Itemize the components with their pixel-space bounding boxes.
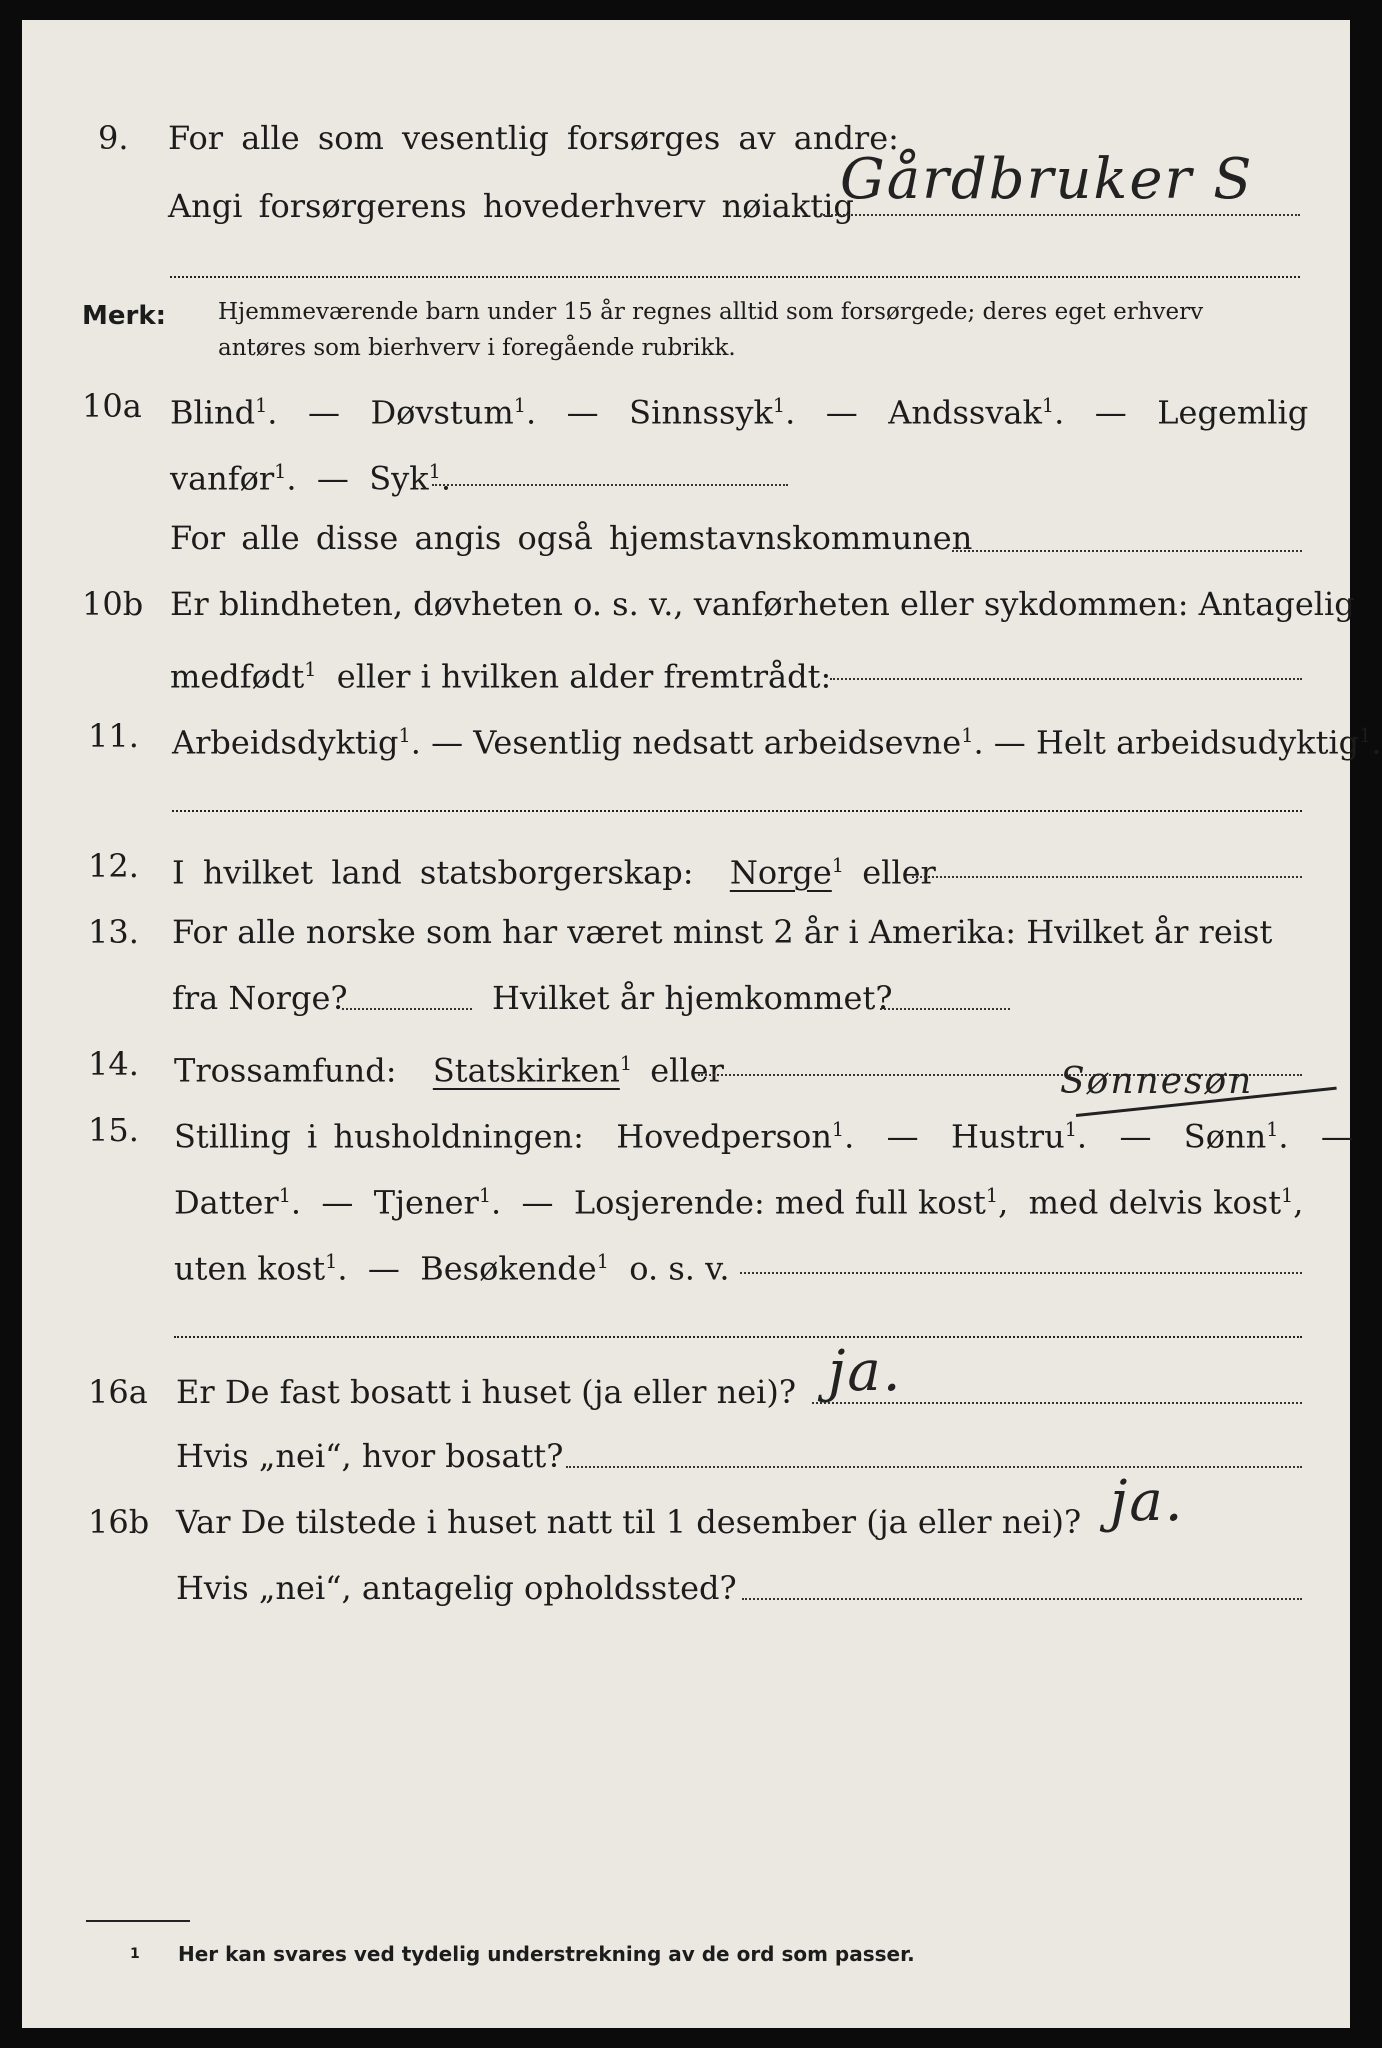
q9-answer-line [820, 214, 1300, 216]
q11-number: 11. [88, 717, 139, 755]
q15-line1: Stilling i husholdningen: Hovedperson$^1$. — Hustru$^1$. — Sønn$^1$. — [174, 1117, 1353, 1156]
q16b-handwritten-answer: ja. [1110, 1469, 1185, 1534]
option-udyktig: Helt arbeidsudyktig [1035, 723, 1360, 762]
q13-reist-line [342, 1008, 472, 1010]
footnote-mark: 1 [130, 1946, 140, 1962]
q16a-line1: Er De fast bosatt i huset (ja eller nei)? [176, 1373, 797, 1411]
option-andssvak: Andssvak [888, 393, 1042, 432]
q15-line2: Datter$^1$. — Tjener$^1$. — Losjerende: med full kost$^1$, med delvis kost$^1$, [174, 1183, 1304, 1222]
option-uten-kost: uten kost [174, 1249, 326, 1288]
q15-line-fill [740, 1272, 1302, 1274]
q9-line2: Angi forsørgerens hovederhverv nøiaktig [168, 187, 854, 225]
option-besokende: Besøkende [420, 1249, 597, 1288]
merk-label: Merk: [82, 301, 167, 331]
q9-extra-line [170, 276, 1300, 278]
q12-number: 12. [88, 847, 139, 885]
q10b-alder-line [830, 678, 1302, 680]
q14-line: Trossamfund: Statskirken$^1$ eller [174, 1051, 724, 1090]
q16b-opholdssted-line [742, 1598, 1302, 1600]
option-arbeidsdyktig: Arbeidsdyktig [172, 723, 399, 762]
option-hovedperson: Hovedperson [616, 1117, 832, 1156]
q13-reist: fra Norge? [172, 979, 348, 1017]
q10a-line1: Blind$^1$. — Døvstum$^1$. — Sinnssyk$^1$. — Andssvak$^1$. — Legemlig [170, 393, 1309, 432]
option-medfodt: medfødt [170, 657, 305, 696]
q10a-line3: For alle disse angis også hjemstavnskommunen [170, 519, 973, 557]
q15-line3: uten kost$^1$. — Besøkende$^1$ o. s. v. [174, 1249, 730, 1288]
q14-number: 14. [88, 1045, 139, 1083]
merk-line2: antøres som bierhverv i foregående rubrikk. [218, 335, 736, 361]
q11-extra-line [172, 810, 1302, 812]
q10a-number: 10a [82, 387, 142, 425]
q16b-number: 16b [88, 1503, 150, 1541]
option-dovstum: Døvstum [370, 393, 514, 432]
q9-number: 9. [98, 119, 129, 157]
option-sinnssyk: Sinnssyk [629, 393, 773, 432]
q16a-bosatt-line [566, 1466, 1302, 1468]
q10a-line2: vanfør$^1$. — Syk$^1$. [170, 459, 452, 498]
q15-extra-line [174, 1336, 1302, 1338]
q16a-line2: Hvis „nei“, hvor bosatt? [176, 1437, 564, 1475]
option-tjener: Tjener [373, 1183, 479, 1222]
q16b-line1: Var De tilstede i huset natt til 1 desember (ja eller nei)? [176, 1503, 1082, 1541]
option-hustru: Hustru [951, 1117, 1065, 1156]
footnote-text: Her kan svares ved tydelig understrekning av de ord som passer. [178, 1942, 915, 1966]
q10a-kommune-line [952, 550, 1302, 552]
q10b-line1: Er blindheten, døvheten o. s. v., vanførheten eller sykdommen: Antagelig [170, 585, 1355, 623]
merk-line1: Hjemmeværende barn under 15 år regnes alltid som forsørgede; deres eget erhverv [218, 299, 1204, 325]
q9-handwritten-answer: Gårdbruker S [840, 147, 1254, 212]
option-statskirken: Statskirken [432, 1051, 620, 1090]
q16b-line2: Hvis „nei“, antagelig opholdssted? [176, 1569, 737, 1607]
option-legemlig: Legemlig [1157, 393, 1309, 432]
q13-hjemkommet: Hvilket år hjemkommet? [492, 979, 893, 1017]
footnote-rule [86, 1920, 190, 1922]
option-sonn: Sønn [1183, 1117, 1267, 1156]
option-nedsatt: Vesentlig nedsatt arbeidsevne [473, 723, 962, 762]
option-losjerende: Losjerende: med full kost [573, 1183, 986, 1222]
q13-line1: For alle norske som har været minst 2 år i Amerika: Hvilket år reist [172, 913, 1273, 951]
q13-number: 13. [88, 913, 139, 951]
q15-number: 15. [88, 1111, 139, 1149]
q16a-number: 16a [88, 1373, 148, 1411]
q11-line: Arbeidsdyktig$^1$. — Vesentlig nedsatt arbeidsevne$^1$. — Helt arbeidsudyktig$^1$. [172, 723, 1382, 762]
q9-line1: For alle som vesentlig forsørges av andre: [168, 119, 899, 157]
option-delvis: med delvis kost [1028, 1183, 1282, 1222]
q12-land-line [912, 876, 1302, 878]
q16a-handwritten-answer: ja. [828, 1339, 903, 1404]
option-vanfor: vanfør [170, 459, 275, 498]
option-norge: Norge [729, 853, 832, 892]
q10b-number: 10b [82, 585, 144, 623]
q13-hjemkommet-line [880, 1008, 1010, 1010]
q12-line: I hvilket land statsborgerskap: Norge$^1$ eller [172, 853, 936, 892]
option-datter: Datter [174, 1183, 279, 1222]
option-blind: Blind [170, 393, 256, 432]
option-syk: Syk [369, 459, 429, 498]
q10b-line2: medfødt$^1$ eller i hvilken alder fremtrådt: [170, 657, 832, 696]
q10a-syk-line [432, 484, 788, 486]
q15-handwritten-annotation: Sønnesøn [1060, 1061, 1254, 1102]
